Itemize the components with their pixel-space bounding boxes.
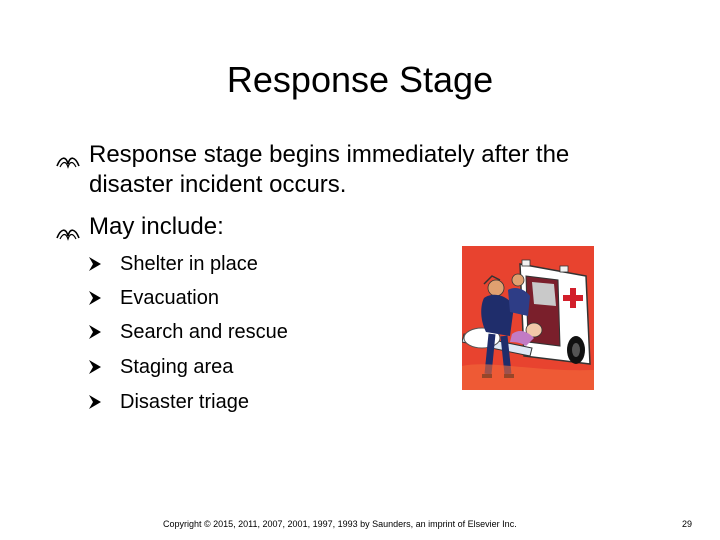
sub-bullet-text: Search and rescue	[120, 321, 288, 343]
arrow-bullet-icon	[88, 359, 102, 375]
bullet-text: May include:	[89, 213, 224, 240]
sub-bullet-text: Shelter in place	[120, 253, 258, 275]
fleuron-bullet-icon	[55, 224, 81, 244]
sub-bullet-text: Disaster triage	[120, 391, 249, 413]
ambulance-rescue-icon	[462, 246, 594, 390]
page-number: 29	[682, 519, 693, 529]
slide-title: Response Stage	[226, 59, 494, 100]
arrow-bullet-icon	[88, 394, 102, 410]
sub-bullet-text: Staging area	[120, 356, 234, 378]
ambulance-rescue-illustration	[462, 246, 594, 390]
arrow-bullet-icon	[88, 256, 102, 272]
arrow-bullet-icon	[88, 324, 102, 340]
fleuron-bullet-icon	[55, 152, 81, 172]
arrow-bullet-icon	[88, 290, 102, 306]
copyright-footer: Copyright © 2015, 2011, 2007, 2001, 1997, 1993 by Saunders, an imprint of Elsevier Inc.	[163, 519, 517, 529]
bullet-text-line2: disaster incident occurs.	[89, 171, 347, 198]
sub-bullet-text: Evacuation	[120, 287, 219, 309]
bullet-text-line1: Response stage begins immediately after the	[89, 141, 570, 168]
